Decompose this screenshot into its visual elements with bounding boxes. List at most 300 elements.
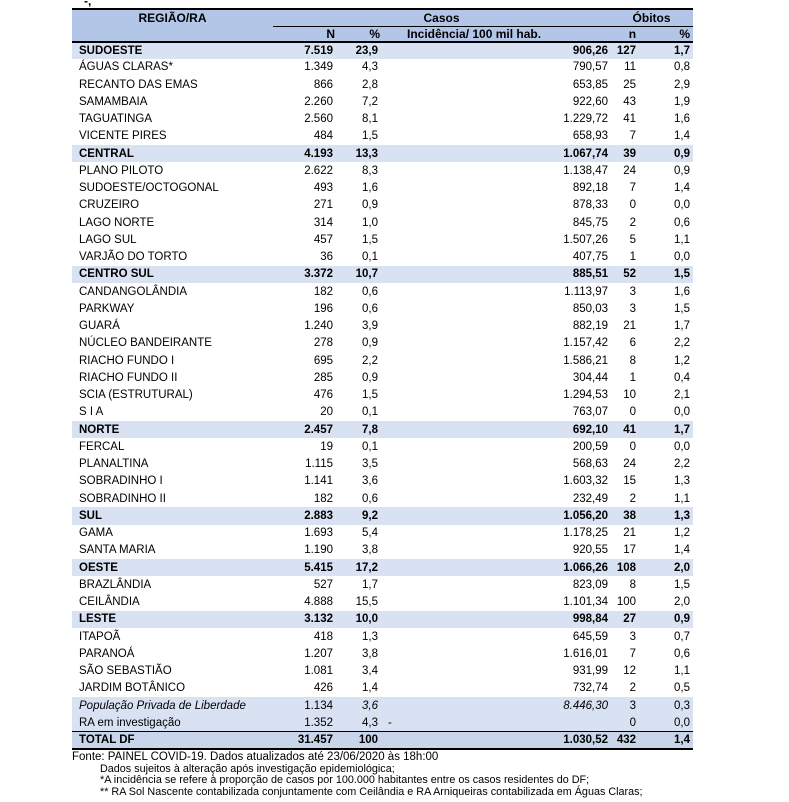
incidence-cell: 1.101,34 bbox=[563, 596, 609, 609]
deaths-count-cell: 52 bbox=[610, 266, 652, 283]
incidence-cell: 232,49 bbox=[572, 492, 609, 505]
incidence-cell: 1.157,42 bbox=[563, 337, 609, 350]
cases-count-cell: 1.141 bbox=[304, 475, 333, 488]
deaths-pct-cell: 2,2 bbox=[674, 458, 691, 471]
deaths-pct-cell: 1,7 bbox=[652, 42, 693, 59]
deaths-pct-cell: 0,4 bbox=[674, 371, 691, 384]
table-row bbox=[72, 352, 693, 369]
cropped-text-fragment: -, bbox=[84, 0, 92, 8]
incidence-cell: 1.294,53 bbox=[563, 389, 609, 402]
deaths-pct-cell: 0,0 bbox=[674, 406, 691, 419]
region-cell: TOTAL DF bbox=[72, 732, 273, 749]
cases-count-cell: 1.190 bbox=[304, 544, 333, 557]
deaths-count-cell: 3 bbox=[629, 285, 637, 298]
incidence-cell: - bbox=[380, 714, 610, 731]
table-row bbox=[72, 214, 693, 231]
table-row bbox=[72, 594, 693, 611]
cases-count-cell: 3.132 bbox=[273, 611, 335, 628]
cases-pct-cell: 0,1 bbox=[362, 251, 378, 264]
region-cell: SUDOESTE bbox=[72, 42, 273, 59]
cases-count-cell: 5.415 bbox=[273, 559, 335, 576]
cases-pct-cell: 100 bbox=[335, 732, 380, 749]
cases-pct-cell: 0,9 bbox=[362, 199, 378, 212]
cases-pct-cell: 7,8 bbox=[335, 421, 380, 438]
table-row bbox=[72, 628, 693, 645]
region-cell: VICENTE PIRES bbox=[79, 130, 167, 143]
footnote-line: *A incidência se refere à proporção de casos por 100.000 habitantes entre os casos residentes do DF; bbox=[100, 774, 590, 787]
incidence-cell: 1.229,72 bbox=[563, 113, 609, 126]
incidence-cell: 763,07 bbox=[572, 406, 609, 419]
cases-pct-cell: 10,0 bbox=[335, 611, 380, 628]
deaths-count-cell: 0 bbox=[629, 440, 637, 453]
table-row bbox=[72, 42, 693, 59]
cases-pct-cell: 8,1 bbox=[362, 113, 378, 126]
table-row bbox=[72, 387, 693, 404]
region-cell: RIACHO FUNDO II bbox=[79, 371, 178, 384]
region-cell: CEILÂNDIA bbox=[79, 596, 140, 609]
cases-pct-cell: 1,6 bbox=[362, 182, 378, 195]
cases-pct-cell: 0,6 bbox=[362, 302, 378, 315]
table-row bbox=[72, 507, 693, 524]
cases-pct-cell: 1,4 bbox=[362, 682, 378, 695]
cases-count-cell: 31.457 bbox=[273, 732, 335, 749]
deaths-pct-cell: 0,9 bbox=[652, 145, 693, 162]
incidence-cell: 885,51 bbox=[380, 266, 610, 283]
region-cell: SANTA MARIA bbox=[79, 544, 156, 557]
deaths-count-cell: 7 bbox=[629, 182, 637, 195]
header-group-row bbox=[72, 9, 693, 26]
incidence-cell: 200,59 bbox=[572, 440, 609, 453]
deaths-pct-cell: 0,9 bbox=[652, 611, 693, 628]
deaths-count-cell: 0 bbox=[610, 714, 652, 731]
table-row bbox=[72, 197, 693, 214]
table-row bbox=[72, 576, 693, 593]
cases-count-header: N bbox=[273, 26, 335, 42]
region-cell: CENTRAL bbox=[72, 145, 273, 162]
incidence-cell: 1.067,74 bbox=[380, 145, 610, 162]
cases-pct-cell: 1,5 bbox=[362, 389, 378, 402]
table-row bbox=[72, 559, 693, 576]
table-row bbox=[72, 111, 693, 128]
cases-pct-cell: 3,4 bbox=[362, 665, 378, 678]
incidence-cell: 645,59 bbox=[572, 630, 609, 643]
cases-count-cell: 4.888 bbox=[304, 596, 333, 609]
incidence-cell: 1.586,21 bbox=[563, 354, 609, 367]
incidence-cell: 732,74 bbox=[572, 682, 609, 695]
table-row bbox=[72, 732, 693, 749]
footnote-line: Dados sujeitos à alteração após investigação epidemiológica; bbox=[100, 762, 395, 775]
table-footnotes bbox=[72, 751, 643, 798]
cases-pct-cell: 3,8 bbox=[362, 544, 378, 557]
deaths-count-cell: 0 bbox=[629, 406, 637, 419]
deaths-pct-cell: 1,3 bbox=[652, 507, 693, 524]
deaths-pct-cell: 1,1 bbox=[674, 492, 691, 505]
cases-count-cell: 2.622 bbox=[304, 164, 333, 177]
cases-count-cell: 4.193 bbox=[273, 145, 335, 162]
cases-pct-cell: 2,2 bbox=[362, 354, 378, 367]
deaths-count-cell: 5 bbox=[629, 233, 637, 246]
deaths-count-cell: 8 bbox=[629, 354, 637, 367]
cases-pct-cell: 1,7 bbox=[362, 578, 378, 591]
deaths-pct-cell: 0,0 bbox=[674, 199, 691, 212]
cases-count-cell: 271 bbox=[313, 199, 333, 212]
region-cell: PARANOÁ bbox=[79, 647, 135, 660]
incidence-cell: 1.603,32 bbox=[563, 475, 609, 488]
footnote-line: ** RA Sol Nascente contabilizada conjuntamente com Ceilândia e RA Arniqueiras contabilizada em Águas Claras; bbox=[100, 785, 643, 798]
deaths-pct-cell: 0,5 bbox=[674, 682, 691, 695]
deaths-pct-cell: 2,0 bbox=[652, 559, 693, 576]
region-cell: BRAZLÂNDIA bbox=[79, 578, 152, 591]
deaths-count-cell: 7 bbox=[629, 647, 637, 660]
deaths-pct-cell: 2,0 bbox=[674, 596, 691, 609]
cases-pct-cell: 4,3 bbox=[362, 61, 378, 74]
region-cell: SOBRADINHO I bbox=[79, 475, 163, 488]
region-cell: SUDOESTE/OCTOGONAL bbox=[79, 182, 219, 195]
deaths-count-cell: 21 bbox=[623, 320, 637, 333]
table-row bbox=[72, 300, 693, 317]
incidence-cell: 1.616,01 bbox=[563, 647, 609, 660]
deaths-pct-cell: 0,7 bbox=[674, 630, 691, 643]
table-row bbox=[72, 680, 693, 697]
cases-pct-cell: 1,5 bbox=[362, 130, 378, 143]
table-row bbox=[72, 231, 693, 248]
deaths-count-cell: 1 bbox=[629, 251, 637, 264]
cases-count-cell: 493 bbox=[313, 182, 333, 195]
cases-count-cell: 457 bbox=[313, 233, 333, 246]
cases-pct-cell: 3,9 bbox=[362, 320, 378, 333]
table-header bbox=[72, 9, 693, 42]
cases-pct-header: % bbox=[335, 26, 380, 42]
incidence-cell: 1.066,26 bbox=[380, 559, 610, 576]
cases-count-cell: 1.134 bbox=[273, 697, 335, 714]
incidence-cell: 790,57 bbox=[572, 61, 609, 74]
incidence-header: Incidência/ 100 mil hab. bbox=[380, 26, 610, 42]
deaths-count-cell: 3 bbox=[629, 302, 637, 315]
deaths-pct-cell: 0,9 bbox=[674, 164, 691, 177]
region-cell: NÚCLEO BANDEIRANTE bbox=[79, 337, 212, 350]
cases-count-cell: 1.352 bbox=[273, 714, 335, 731]
region-cell: ÁGUAS CLARAS* bbox=[79, 61, 173, 74]
cases-pct-cell: 4,3 bbox=[335, 714, 380, 731]
region-cell: SCIA (ESTRUTURAL) bbox=[79, 389, 193, 402]
deaths-pct-cell: 2,9 bbox=[674, 78, 691, 91]
table-row bbox=[72, 404, 693, 421]
source-line: Fonte: PAINEL COVID-19. Dados atualizados até 23/06/2020 às 18h:00 bbox=[72, 751, 439, 763]
incidence-cell: 845,75 bbox=[572, 216, 609, 229]
table-row bbox=[72, 128, 693, 145]
region-cell: NORTE bbox=[72, 421, 273, 438]
deaths-count-cell: 41 bbox=[623, 113, 637, 126]
deaths-group-header: Óbitos bbox=[610, 9, 693, 26]
deaths-pct-cell: 1,5 bbox=[674, 302, 691, 315]
table-row bbox=[72, 180, 693, 197]
deaths-pct-cell: 1,5 bbox=[674, 578, 691, 591]
incidence-cell: 692,10 bbox=[380, 421, 610, 438]
region-cell: LAGO SUL bbox=[79, 233, 137, 246]
deaths-count-header: n bbox=[610, 26, 652, 42]
deaths-pct-cell: 1,5 bbox=[652, 266, 693, 283]
cases-pct-cell: 0,9 bbox=[362, 371, 378, 384]
deaths-pct-cell: 0,0 bbox=[674, 251, 691, 264]
cases-count-cell: 3.372 bbox=[273, 266, 335, 283]
deaths-count-cell: 127 bbox=[610, 42, 652, 59]
incidence-cell: 823,09 bbox=[572, 578, 609, 591]
deaths-pct-cell: 1,9 bbox=[674, 95, 691, 108]
table-row bbox=[72, 162, 693, 179]
cases-pct-cell: 15,5 bbox=[355, 596, 378, 609]
cases-count-cell: 418 bbox=[313, 630, 333, 643]
deaths-count-cell: 3 bbox=[610, 697, 652, 714]
region-cell: SÃO SEBASTIÃO bbox=[79, 665, 172, 678]
table-row bbox=[72, 93, 693, 110]
cases-count-cell: 285 bbox=[313, 371, 333, 384]
deaths-pct-cell: 1,6 bbox=[674, 285, 691, 298]
deaths-count-cell: 25 bbox=[623, 78, 637, 91]
cases-count-cell: 476 bbox=[313, 389, 333, 402]
table-row bbox=[72, 663, 693, 680]
region-cell: TAGUATINGA bbox=[79, 113, 153, 126]
incidence-cell: 1.178,25 bbox=[563, 527, 609, 540]
cases-count-cell: 196 bbox=[313, 302, 333, 315]
cases-pct-cell: 3,6 bbox=[335, 697, 380, 714]
region-cell: CRUZEIRO bbox=[79, 199, 140, 212]
incidence-cell: 1.507,26 bbox=[563, 233, 609, 246]
table-row bbox=[72, 76, 693, 93]
cases-count-cell: 1.693 bbox=[304, 527, 333, 540]
cases-count-cell: 2.560 bbox=[304, 113, 333, 126]
deaths-count-cell: 43 bbox=[623, 95, 637, 108]
deaths-pct-cell: 1,4 bbox=[674, 182, 691, 195]
deaths-pct-cell: 0,3 bbox=[652, 697, 693, 714]
deaths-pct-cell: 0,0 bbox=[652, 714, 693, 731]
cases-pct-cell: 0,9 bbox=[362, 337, 378, 350]
deaths-pct-cell: 1,6 bbox=[674, 113, 691, 126]
region-cell: RA em investigação bbox=[72, 714, 273, 731]
deaths-pct-cell: 2,2 bbox=[674, 337, 691, 350]
table-body bbox=[72, 42, 693, 749]
cases-count-cell: 19 bbox=[320, 440, 333, 453]
deaths-count-cell: 2 bbox=[629, 216, 637, 229]
region-cell: LAGO NORTE bbox=[79, 216, 155, 229]
cases-count-cell: 1.240 bbox=[304, 320, 333, 333]
cases-count-cell: 695 bbox=[313, 354, 333, 367]
cases-pct-cell: 0,6 bbox=[362, 492, 378, 505]
table-row bbox=[72, 438, 693, 455]
cases-pct-cell: 10,7 bbox=[335, 266, 380, 283]
incidence-cell: 850,03 bbox=[572, 302, 609, 315]
cases-count-cell: 2.260 bbox=[304, 95, 333, 108]
incidence-cell: 8.446,30 bbox=[380, 697, 610, 714]
deaths-count-cell: 3 bbox=[629, 630, 637, 643]
deaths-count-cell: 2 bbox=[629, 492, 637, 505]
region-cell: CENTRO SUL bbox=[72, 266, 273, 283]
incidence-cell: 1.138,47 bbox=[563, 164, 609, 177]
region-cell: LESTE bbox=[72, 611, 273, 628]
deaths-pct-cell: 1,4 bbox=[652, 732, 693, 749]
cases-count-cell: 7.519 bbox=[273, 42, 335, 59]
deaths-count-cell: 12 bbox=[623, 665, 637, 678]
table-row bbox=[72, 318, 693, 335]
cases-pct-cell: 2,8 bbox=[362, 78, 378, 91]
deaths-count-cell: 1 bbox=[629, 371, 637, 384]
deaths-count-cell: 432 bbox=[610, 732, 652, 749]
incidence-cell: 1.056,20 bbox=[380, 507, 610, 524]
incidence-cell: 407,75 bbox=[572, 251, 609, 264]
incidence-cell: 878,33 bbox=[572, 199, 609, 212]
cases-pct-cell: 0,1 bbox=[362, 440, 378, 453]
deaths-count-cell: 24 bbox=[623, 458, 637, 471]
region-cell: População Privada de Liberdade bbox=[72, 697, 273, 714]
deaths-pct-cell: 1,7 bbox=[652, 421, 693, 438]
region-cell: RECANTO DAS EMAS bbox=[79, 78, 198, 91]
deaths-pct-cell: 1,1 bbox=[674, 233, 691, 246]
deaths-count-cell: 108 bbox=[610, 559, 652, 576]
table-row bbox=[72, 283, 693, 300]
cases-pct-cell: 1,5 bbox=[362, 233, 378, 246]
cases-count-cell: 1.207 bbox=[304, 647, 333, 660]
cases-count-cell: 1.115 bbox=[305, 458, 333, 471]
table-row bbox=[72, 369, 693, 386]
table-row bbox=[72, 59, 693, 76]
deaths-pct-cell: 2,1 bbox=[674, 389, 691, 402]
table-row bbox=[72, 249, 693, 266]
cases-pct-cell: 3,6 bbox=[362, 475, 378, 488]
table-row bbox=[72, 714, 693, 731]
cases-count-cell: 314 bbox=[313, 216, 333, 229]
table-row bbox=[72, 697, 693, 714]
cases-count-cell: 1.349 bbox=[304, 61, 333, 74]
region-cell: GUARÁ bbox=[79, 320, 120, 333]
table-row bbox=[72, 421, 693, 438]
cases-pct-cell: 8,3 bbox=[362, 164, 378, 177]
cases-group-header: Casos bbox=[273, 9, 610, 26]
incidence-cell: 998,84 bbox=[380, 611, 610, 628]
incidence-cell: 931,99 bbox=[572, 665, 609, 678]
incidence-cell: 1.030,52 bbox=[380, 732, 610, 749]
deaths-count-cell: 38 bbox=[610, 507, 652, 524]
cases-pct-cell: 13,3 bbox=[335, 145, 380, 162]
cases-pct-cell: 0,6 bbox=[362, 285, 378, 298]
region-cell: CANDANGOLÂNDIA bbox=[79, 285, 187, 298]
incidence-cell: 658,93 bbox=[572, 130, 609, 143]
cases-pct-cell: 3,8 bbox=[362, 647, 378, 660]
region-cell: SUL bbox=[72, 507, 273, 524]
cases-count-cell: 2.457 bbox=[273, 421, 335, 438]
cases-count-cell: 278 bbox=[313, 337, 333, 350]
deaths-count-cell: 27 bbox=[610, 611, 652, 628]
region-cell: FERCAL bbox=[79, 440, 125, 453]
cases-count-cell: 182 bbox=[313, 285, 333, 298]
region-cell: VARJÃO DO TORTO bbox=[79, 251, 188, 264]
region-cell: PARKWAY bbox=[79, 302, 135, 315]
region-cell: RIACHO FUNDO I bbox=[79, 354, 175, 367]
deaths-pct-cell: 1,4 bbox=[674, 544, 691, 557]
deaths-pct-cell: 1,2 bbox=[674, 354, 691, 367]
incidence-cell: 920,55 bbox=[572, 544, 609, 557]
cases-count-cell: 866 bbox=[313, 78, 333, 91]
incidence-cell: 892,18 bbox=[572, 182, 609, 195]
deaths-pct-cell: 1,2 bbox=[674, 527, 691, 540]
table-row bbox=[72, 473, 693, 490]
incidence-cell: 906,26 bbox=[380, 42, 610, 59]
deaths-count-cell: 7 bbox=[629, 130, 637, 143]
deaths-pct-cell: 1,4 bbox=[674, 130, 691, 143]
deaths-count-cell: 8 bbox=[629, 578, 637, 591]
region-cell: JARDIM BOTÂNICO bbox=[79, 682, 186, 695]
incidence-cell: 304,44 bbox=[572, 371, 609, 384]
deaths-count-cell: 11 bbox=[624, 61, 637, 74]
table-row bbox=[72, 145, 693, 162]
deaths-count-cell: 24 bbox=[623, 164, 637, 177]
cases-count-cell: 1.081 bbox=[304, 665, 333, 678]
region-cell: PLANALTINA bbox=[79, 458, 149, 471]
deaths-count-cell: 100 bbox=[616, 596, 637, 609]
deaths-pct-header: % bbox=[652, 26, 693, 42]
deaths-pct-cell: 0,6 bbox=[674, 647, 691, 660]
deaths-count-cell: 41 bbox=[610, 421, 652, 438]
incidence-cell: 922,60 bbox=[572, 95, 609, 108]
table-row bbox=[72, 645, 693, 662]
region-cell: SAMAMBAIA bbox=[79, 95, 148, 108]
table-row bbox=[72, 490, 693, 507]
table-row bbox=[72, 266, 693, 283]
table-row bbox=[72, 456, 693, 473]
cases-pct-cell: 9,2 bbox=[335, 507, 380, 524]
region-cell: ITAPOÃ bbox=[79, 630, 121, 643]
incidence-cell: 1.113,97 bbox=[564, 285, 609, 298]
deaths-count-cell: 21 bbox=[623, 527, 637, 540]
region-column-header: REGIÃO/RA bbox=[72, 9, 273, 42]
cases-pct-cell: 17,2 bbox=[335, 559, 380, 576]
region-cell: OESTE bbox=[72, 559, 273, 576]
deaths-pct-cell: 1,7 bbox=[674, 320, 691, 333]
cases-pct-cell: 23,9 bbox=[335, 42, 380, 59]
deaths-count-cell: 39 bbox=[610, 145, 652, 162]
region-cell: PLANO PILOTO bbox=[79, 164, 164, 177]
cases-pct-cell: 1,0 bbox=[362, 216, 378, 229]
cases-count-cell: 426 bbox=[313, 682, 333, 695]
cases-pct-cell: 3,5 bbox=[362, 458, 378, 471]
incidence-cell: 568,63 bbox=[572, 458, 609, 471]
deaths-count-cell: 0 bbox=[629, 199, 637, 212]
deaths-count-cell: 17 bbox=[623, 544, 637, 557]
table-row bbox=[72, 335, 693, 352]
region-cell: SOBRADINHO II bbox=[79, 492, 166, 505]
deaths-count-cell: 15 bbox=[623, 475, 637, 488]
deaths-pct-cell: 1,3 bbox=[674, 475, 691, 488]
deaths-count-cell: 2 bbox=[629, 682, 637, 695]
cases-count-cell: 527 bbox=[313, 578, 333, 591]
cases-count-cell: 20 bbox=[320, 406, 333, 419]
deaths-pct-cell: 1,1 bbox=[674, 665, 691, 678]
table-row bbox=[72, 525, 693, 542]
covid-region-table bbox=[72, 8, 693, 750]
cases-count-cell: 36 bbox=[320, 251, 333, 264]
cases-pct-cell: 1,3 bbox=[362, 630, 378, 643]
incidence-cell: 653,85 bbox=[572, 78, 609, 91]
region-cell: GAMA bbox=[79, 527, 113, 540]
cases-pct-cell: 7,2 bbox=[362, 95, 378, 108]
region-cell: S I A bbox=[79, 406, 104, 419]
deaths-count-cell: 6 bbox=[629, 337, 637, 350]
cases-pct-cell: 5,4 bbox=[362, 527, 378, 540]
table-row bbox=[72, 611, 693, 628]
deaths-pct-cell: 0,8 bbox=[674, 61, 691, 74]
deaths-pct-cell: 0,0 bbox=[674, 440, 691, 453]
cases-count-cell: 484 bbox=[313, 130, 333, 143]
deaths-count-cell: 10 bbox=[623, 389, 637, 402]
cases-count-cell: 182 bbox=[313, 492, 333, 505]
